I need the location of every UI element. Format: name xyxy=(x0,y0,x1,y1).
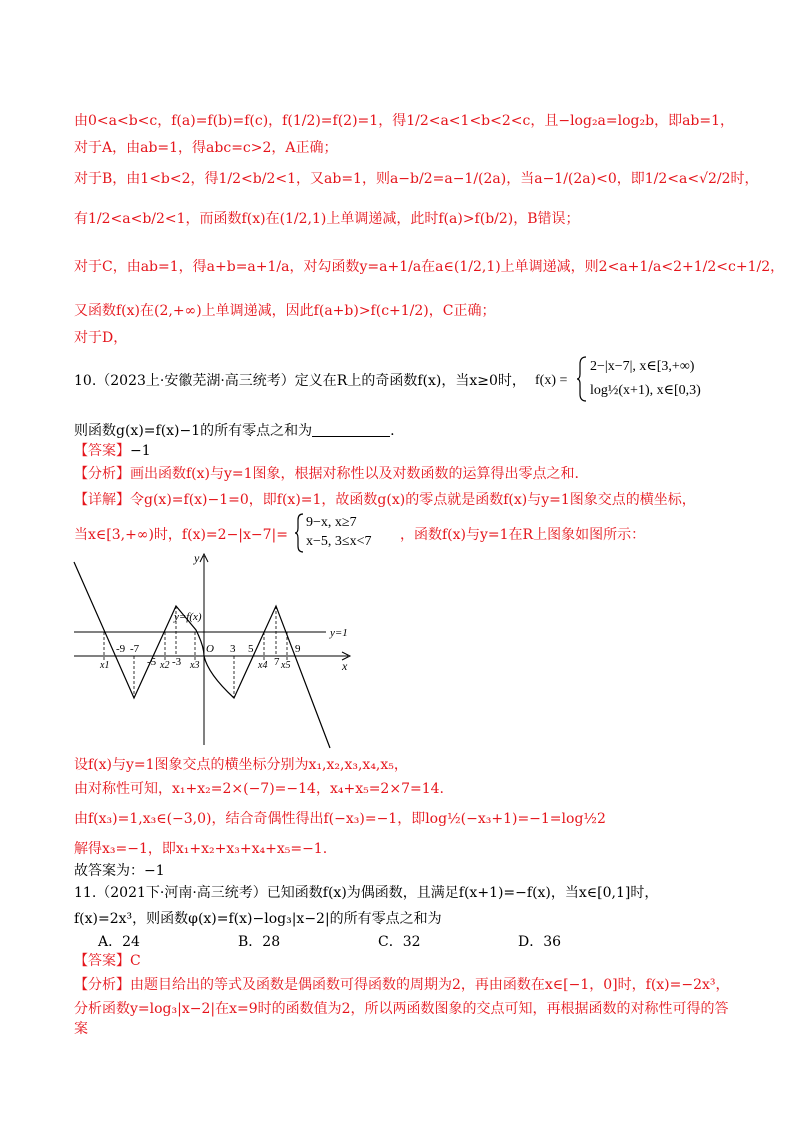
detail-tag: 【详解】 xyxy=(74,492,130,508)
answer-blank xyxy=(312,424,390,437)
q11-analysis-tag: 【分析】 xyxy=(74,977,130,993)
origin-label: O xyxy=(206,643,214,655)
q11-answer xyxy=(74,952,734,970)
q10-case-2: log½(x+1), x∈[0,3) xyxy=(590,383,701,398)
q10-step-5: 故答案为：−1 xyxy=(74,863,165,879)
q11-analysis-text-1: 由题目给出的等式及函数是偶函数可得函数的周期为2，再由函数在x∈[−1，0]时，f(x)=−2x³， xyxy=(130,977,730,993)
sec9-line-7: 对于D， xyxy=(74,330,128,346)
sec9-line-1: 由0<a<b<c，f(a)=f(b)=f(c)，f(1/2)=f(2)=1，得1/2<a<1<b<2<c，且−log₂a=log₂b，即ab=1， xyxy=(74,113,735,129)
q11-answer-value: C xyxy=(130,953,141,969)
q10-step-1: 设f(x)与y=1图象交点的横坐标分别为x₁,x₂,x₃,x₄,x₅， xyxy=(74,757,408,773)
tick-neg5: -5 xyxy=(147,656,157,668)
q10-question-end: . xyxy=(390,423,395,439)
q11-analysis-3: 案 xyxy=(74,1021,88,1037)
analysis-tag: 【分析】 xyxy=(74,466,130,482)
q11-analysis-1 xyxy=(74,976,734,994)
tick-3: 3 xyxy=(230,643,236,655)
q10-step-2: 由对称性可知，x₁+x₂=2×(−7)=−14，x₄+x₅=2×7=14. xyxy=(74,781,444,797)
line-label: y=1 xyxy=(330,627,348,639)
q11-analysis-2: 分析函数y=log₃|x−2|在x=9时的函数值为2，所以两函数图象的交点可知，再根据函数的对称性可得的答 xyxy=(74,1001,729,1017)
function-graph xyxy=(70,550,360,750)
piece-brace xyxy=(294,513,304,553)
q10-case-1: 2−|x−7|, x∈[3,+∞) xyxy=(590,359,695,374)
q11-stem-1: 11.（2021下·河南·高三统考）已知函数f(x)为偶函数，且满足f(x+1)=−f(x)，当x∈[0,1]时， xyxy=(74,885,659,901)
q11-choices xyxy=(98,933,758,951)
tick-5: 5 xyxy=(248,643,254,655)
q10-brace xyxy=(576,356,588,402)
sec9-line-4: 有1/2<a<b/2<1，而函数f(x)在(1/2,1)上单调递减，此时f(a)>f(b/2)，B错误； xyxy=(74,211,580,227)
choice-b[interactable]: B．28 xyxy=(238,934,281,950)
choice-d[interactable]: D．36 xyxy=(518,934,562,950)
choice-a[interactable]: A．24 xyxy=(98,934,140,950)
root-x2: x2 xyxy=(160,660,170,671)
tick-neg9: -9 xyxy=(116,643,126,655)
answer-tag: 【答案】 xyxy=(74,443,130,459)
q10-when-tail: ，函数f(x)与y=1在R上图象如图所示： xyxy=(400,527,646,543)
curve-label: y=f(x) xyxy=(174,611,202,623)
root-x1: x1 xyxy=(100,660,110,671)
q11-answer-tag: 【答案】 xyxy=(74,953,130,969)
y-axis-label: y xyxy=(194,551,200,565)
q10-answer xyxy=(74,442,734,460)
sec9-line-2: 对于A，由ab=1，得abc=c>2，A正确； xyxy=(74,140,338,156)
root-x5: x5 xyxy=(281,660,291,671)
tick-neg3: -3 xyxy=(172,656,182,668)
q10-question xyxy=(74,422,734,440)
q10-fx-eq: f(x) = xyxy=(535,373,568,388)
tick-9: 9 xyxy=(295,643,301,655)
x-axis-label: x xyxy=(342,659,348,673)
root-x4: x4 xyxy=(258,660,268,671)
q10-step-4: 解得x₃=−1，即x₁+x₂+x₃+x₄+x₅=−1. xyxy=(74,841,328,857)
detail-text: 令g(x)=f(x)−1=0，即f(x)=1，故函数g(x)的零点就是函数f(x)与y=1图象交点的横坐标， xyxy=(130,492,696,508)
choice-c[interactable]: C．32 xyxy=(378,934,421,950)
sec9-line-6: 又函数f(x)在(2,+∞)上单调递减，因此f(a+b)>f(c+1/2)，C正确； xyxy=(74,303,496,319)
analysis-text: 画出函数f(x)与y=1图象，根据对称性以及对数函数的运算得出零点之和. xyxy=(130,466,579,482)
root-x3: x3 xyxy=(190,660,200,671)
piece-1: 9−x, x≥7 xyxy=(306,515,357,530)
sec9-line-5: 对于C，由ab=1，得a+b=a+1/a，对勾函数y=a+1/a在a∈(1/2,1)上单调递减，则2<a+1/a<2+1/2<c+1/2， xyxy=(74,259,785,275)
piece-2: x−5, 3≤x<7 xyxy=(306,534,372,549)
q11-stem-2: f(x)=2x³，则函数φ(x)=f(x)−log₃|x−2|的所有零点之和为 xyxy=(74,911,442,927)
q10-step-3: 由f(x₃)=1,x₃∈(−3,0)，结合奇偶性得出f(−x₃)=−1，即log½(−x₃+1)=−1=log½2 xyxy=(74,811,606,827)
curve-fx xyxy=(74,562,330,748)
q10-question-text: 则函数g(x)=f(x)−1的所有零点之和为 xyxy=(74,423,313,439)
tick-7: 7 xyxy=(274,656,280,668)
sec9-line-3: 对于B，由1<b<2，得1/2<b/2<1，又ab=1，则a−b/2=a−1/(2a)，当a−1/(2a)<0，即1/2<a<√2/2时， xyxy=(74,171,759,187)
answer-value: −1 xyxy=(130,443,151,459)
q10-detail xyxy=(74,491,734,509)
q10-stem: 10.（2023上·安徽芜湖·高三统考）定义在R上的奇函数f(x)，当x≥0时， xyxy=(74,373,526,389)
q10-when: 当x∈[3,+∞)时，f(x)=2−|x−7|= xyxy=(74,527,288,543)
q10-analysis xyxy=(74,465,734,483)
tick-neg7: -7 xyxy=(130,643,140,655)
